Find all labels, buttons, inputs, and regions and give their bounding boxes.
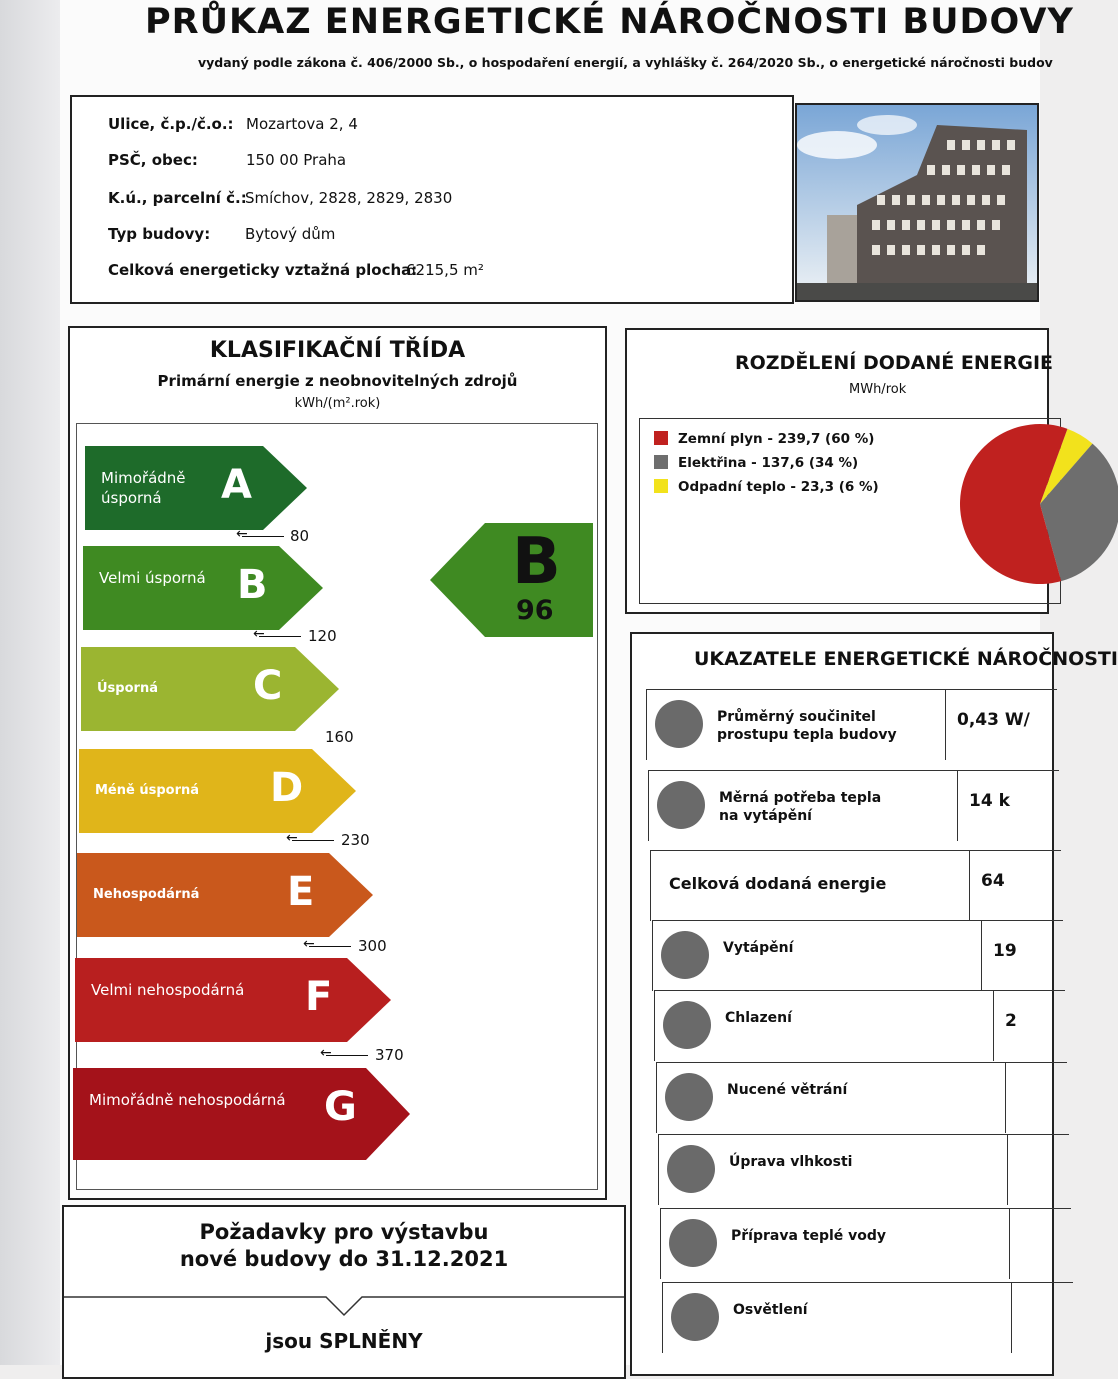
- threshold-value: 370: [375, 1046, 404, 1064]
- class-bar-letter: C: [253, 663, 283, 709]
- indicator-value: 2: [1005, 1011, 1017, 1031]
- requirements-title: [64, 1219, 624, 1273]
- indicator-label: [717, 708, 897, 744]
- indicator-row: [654, 990, 1065, 1061]
- indicator-row: [648, 770, 1059, 841]
- class-bar-letter: B: [237, 562, 268, 608]
- street-value: Mozartova 2, 4: [246, 115, 358, 133]
- legend-swatch: [654, 479, 668, 493]
- indicator-divider: [993, 991, 994, 1061]
- type-value: Bytový dům: [245, 225, 336, 243]
- class-bar-letter: F: [305, 974, 333, 1020]
- indicator-label-line2: prostupu tepla budovy: [717, 727, 897, 743]
- class-bar-f: [75, 958, 391, 1042]
- indicator-value: 14 k: [969, 791, 1010, 811]
- indicator-row: [660, 1208, 1071, 1279]
- indicator-label-line1: Osvětlení: [733, 1302, 808, 1318]
- heat-icon: [657, 781, 705, 829]
- indicator-divider: [969, 851, 970, 921]
- classification-title: KLASIFIKAČNÍ TŘÍDA: [209, 338, 466, 363]
- result-class-letter: B: [512, 525, 561, 599]
- area-row: [108, 261, 484, 279]
- indicator-label: [731, 1227, 886, 1245]
- class-bar-a: [85, 446, 307, 530]
- indicator-label-line1: Celková dodaná energie: [669, 874, 887, 893]
- indicator-label: [669, 875, 886, 893]
- indicator-row: [662, 1282, 1073, 1353]
- energy-pie-chart: [958, 419, 1098, 599]
- threshold-arrow: [242, 536, 284, 537]
- legend-item-electricity: [654, 455, 858, 471]
- psc-value: 150 00 Praha: [246, 151, 347, 169]
- street-label: Ulice, č.p./č.o.:: [108, 115, 234, 133]
- area-value: 6215,5 m²: [406, 261, 484, 279]
- threshold-arrow: [309, 946, 351, 947]
- class-bar-label: Velmi nehospodárná: [91, 981, 245, 999]
- indicator-divider: [957, 771, 958, 841]
- class-bar-d: [79, 749, 356, 833]
- requirements-title-line1: Požadavky pro výstavbu: [199, 1220, 489, 1244]
- indicator-value: 64: [981, 871, 1005, 891]
- ku-label: K.ú., parcelní č.:: [108, 189, 247, 207]
- legend-swatch: [654, 431, 668, 445]
- indicator-row: [646, 689, 1057, 760]
- indicator-label-line1: Měrná potřeba tepla: [719, 790, 882, 806]
- indicator-label-line1: Příprava teplé vody: [731, 1228, 887, 1244]
- energy-split-panel: [625, 328, 1054, 614]
- indicator-divider: [1007, 1135, 1008, 1205]
- requirements-result: jsou SPLNĚNY: [265, 1329, 423, 1353]
- indicator-label-line2: na vytápění: [719, 808, 812, 824]
- class-bar-g: [73, 1068, 410, 1160]
- indicator-label: [725, 1009, 792, 1027]
- indicator-label: [733, 1301, 808, 1319]
- indicator-label-line1: Úprava vlhkosti: [729, 1154, 853, 1170]
- requirements-panel: [62, 1205, 626, 1379]
- energy-split-unit: MWh/rok: [849, 382, 907, 397]
- ku-row: [108, 189, 453, 207]
- indicator-label-line1: Nucené větrání: [727, 1082, 848, 1098]
- class-bar-letter: G: [324, 1084, 357, 1130]
- house-icon: [655, 700, 703, 748]
- indicator-divider: [981, 921, 982, 991]
- legend-label: Elektřina - 137,6 (34 %): [678, 455, 859, 471]
- class-bar-c: [81, 647, 339, 731]
- type-label: Typ budovy:: [108, 225, 211, 243]
- legend-item-waste-heat: [654, 479, 879, 495]
- indicator-label: [727, 1081, 847, 1099]
- class-bar-letter: E: [287, 869, 315, 915]
- indicator-row: [656, 1062, 1067, 1133]
- indicator-value: 19: [993, 941, 1017, 961]
- legend-label: Odpadní teplo - 23,3 (6 %): [678, 479, 879, 495]
- threshold-arrow: [259, 636, 301, 637]
- ku-value: Smíchov, 2828, 2829, 2830: [245, 189, 453, 207]
- classification-unit: kWh/(m².rok): [294, 396, 381, 411]
- indicators-title: UKAZATELE ENERGETICKÉ NÁROČNOSTI: [694, 648, 1118, 670]
- threshold-value: 230: [341, 831, 370, 849]
- energy-split-legend: [639, 418, 1061, 604]
- indicator-row: [658, 1134, 1069, 1205]
- legend-label: Zemní plyn - 239,7 (60 %): [678, 431, 875, 447]
- class-bar-letter: D: [270, 765, 304, 811]
- building-info: [70, 95, 794, 304]
- class-bar-b: [83, 546, 323, 630]
- classification-subtitle: Primární energie z neobnovitelných zdrojů: [157, 372, 518, 390]
- bulb-icon: [671, 1293, 719, 1341]
- page-shadow: [0, 0, 60, 1365]
- class-bar-letter: A: [221, 462, 252, 508]
- indicator-divider: [1011, 1283, 1012, 1353]
- class-bar-label: Velmi úsporná: [99, 569, 206, 587]
- type-row: [108, 225, 336, 243]
- indicator-label: [723, 939, 793, 957]
- humidity-icon: [667, 1145, 715, 1193]
- indicator-row: [650, 850, 1061, 921]
- indicator-row: [652, 920, 1063, 991]
- requirements-title-line2: nové budovy do 31.12.2021: [179, 1247, 509, 1271]
- result-class-marker: [430, 523, 593, 637]
- legend-swatch: [654, 455, 668, 469]
- threshold-value: 120: [308, 627, 337, 645]
- legend-item-gas: [654, 431, 874, 447]
- threshold-value: 300: [358, 937, 387, 955]
- threshold-arrow: [326, 1055, 368, 1056]
- page-subtitle: vydaný podle zákona č. 406/2000 Sb., o hospodaření energií, a vyhlášky č. 264/2020 Sb., o energetické náročnosti budov: [198, 55, 1053, 70]
- class-bar-label: Úsporná: [97, 681, 158, 696]
- class-bar-label: Méně úsporná: [95, 783, 200, 798]
- indicator-label-line1: Průměrný součinitel: [717, 709, 876, 725]
- threshold-arrow: [292, 840, 334, 841]
- thermometer-cold-icon: [663, 1001, 711, 1049]
- indicators-panel: [630, 632, 1118, 1376]
- area-label: Celková energeticky vztažná plocha:: [108, 261, 418, 279]
- indicator-label: [729, 1153, 852, 1171]
- street-row: [108, 115, 358, 133]
- class-bar-e: [77, 853, 373, 937]
- requirements-divider: [64, 1287, 624, 1327]
- threshold-value: 160: [325, 728, 354, 746]
- thermometer-hot-icon: [661, 931, 709, 979]
- tap-icon: [669, 1219, 717, 1267]
- psc-row: [108, 151, 347, 169]
- result-class-value: 96: [516, 595, 554, 626]
- indicator-label-line1: Chlazení: [725, 1010, 792, 1026]
- class-bar-label: Mimořádně úsporná: [101, 469, 186, 507]
- psc-label: PSČ, obec:: [108, 151, 198, 169]
- class-bar-label: Nehospodárná: [93, 887, 200, 902]
- fan-icon: [665, 1073, 713, 1121]
- threshold-value: 80: [290, 527, 310, 545]
- indicator-label-line1: Vytápění: [723, 940, 794, 956]
- indicator-value: 0,43 W/: [957, 710, 1030, 730]
- page-title: PRŮKAZ ENERGETICKÉ NÁROČNOSTI BUDOVY: [145, 2, 1074, 42]
- indicator-label: [719, 789, 881, 825]
- building-photo: [795, 103, 1039, 302]
- indicator-divider: [945, 690, 946, 760]
- indicator-divider: [1009, 1209, 1010, 1279]
- indicator-divider: [1005, 1063, 1006, 1133]
- energy-split-title: ROZDĚLENÍ DODANÉ ENERGIE: [735, 352, 1054, 374]
- class-bar-label: Mimořádně nehospodárná: [89, 1091, 286, 1109]
